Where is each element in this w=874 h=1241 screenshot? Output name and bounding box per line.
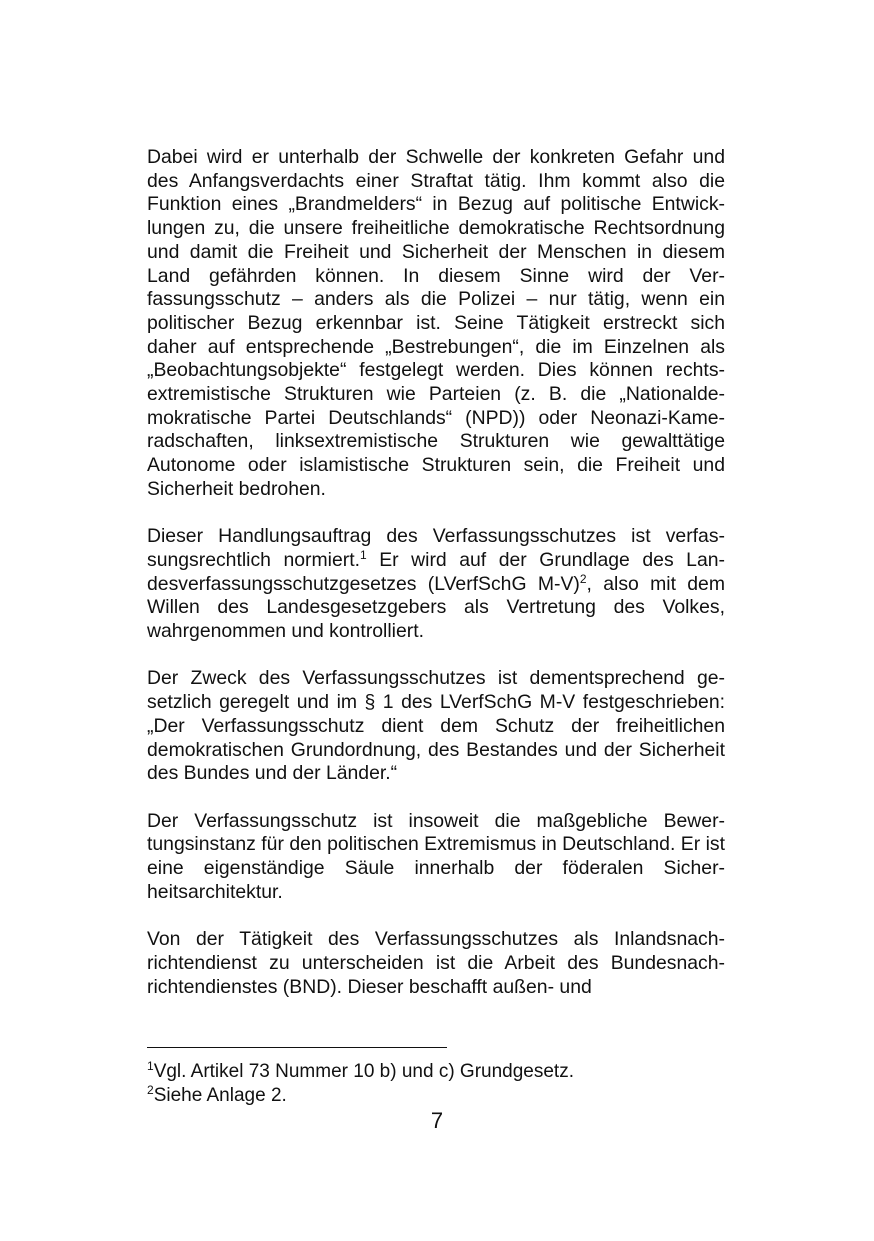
paragraph-bnd: Von der Tätigkeit des Verfassungsschutzes als Inlandsnachrichtendienst zu unterscheiden ist die Arbeit des Bundesnachrichtendienstes (BND). Dieser beschafft außen- und bbox=[147, 928, 725, 998]
document-body bbox=[147, 146, 725, 999]
paragraph-brandmelder: Dabei wird er unterhalb der Schwelle der konkreten Gefahr und des Anfangsverdachts einer Straftat tätig. Ihm kommt also die Funktion eines „Brandmelders“ in Bezug auf politische Entwicklungen zu, die unsere freiheitliche demokratische Rechtsordnung und damit die Freiheit und Sicherheit der Menschen in diesem Land gefährden können. In diesem Sinne wird der Verfassungsschutz – anders als die Polizei – nur tätig, wenn ein politischer Bezug erkennbar ist. Seine Tätigkeit erstreckt sich daher auf entsprechende „Bestrebungen“, die im Einzelnen als „Beobachtungsobjekte“ festgelegt werden. Dies können rechtsextremistische Strukturen wie Parteien (z. B. die „Nationaldemokratische Partei Deutschlands“ (NPD)) oder Neonazi-Kameradschaften, linksextremistische Strukturen wie gewalttätige Autonome oder islamistische Strukturen sein, die Freiheit und Sicherheit bedrohen. bbox=[147, 146, 725, 500]
paragraph-zweck: Der Zweck des Verfassungsschutzes ist dementsprechend gesetzlich geregelt und im § 1 des LVerfSchG M-V festgeschrieben: „Der Verfassungsschutz dient dem Schutz der freiheitlichen demokratischen Grundordnung, des Bestandes und der Sicherheit des Bundes und der Länder.“ bbox=[147, 667, 725, 785]
footnote-marker: 1 bbox=[147, 1059, 154, 1073]
footnote-reference-1: 1 bbox=[360, 547, 367, 562]
footnote-reference-2: 2 bbox=[579, 571, 587, 586]
paragraph-text: Er wird auf der Grundlage des Landesverfassungsschutzgesetzes (LVerfSchG M-V) bbox=[147, 548, 725, 595]
footnote-separator bbox=[147, 1047, 447, 1048]
paragraph-text: Dieser Handlungsauftrag des Verfassungsschutzes ist verfassungsrechtlich normiert. bbox=[147, 525, 725, 571]
paragraph-bewertungsinstanz: Der Verfassungsschutz ist insoweit die maßgebliche Bewertungsinstanz für den politischen Extremismus in Deutschland. Er ist eine eigenständige Säule innerhalb der föderalen Sicherheitsarchitektur. bbox=[147, 809, 725, 903]
paragraph-handlungsauftrag bbox=[147, 525, 725, 644]
paragraph-text: , also mit dem Willen des Landesgesetzgebers als Vertretung des Volkes, wahrgenommen und kontrolliert. bbox=[147, 572, 725, 643]
footnote-marker: 2 bbox=[147, 1083, 154, 1097]
footnotes bbox=[147, 1060, 725, 1108]
footnote-text: Siehe Anlage 2. bbox=[153, 1085, 287, 1106]
footnote-1 bbox=[147, 1060, 725, 1084]
page-number: 7 bbox=[430, 1108, 444, 1133]
footnote-text: Vgl. Artikel 73 Nummer 10 b) und c) Grundgesetz. bbox=[153, 1061, 574, 1082]
footnote-2 bbox=[147, 1084, 725, 1108]
